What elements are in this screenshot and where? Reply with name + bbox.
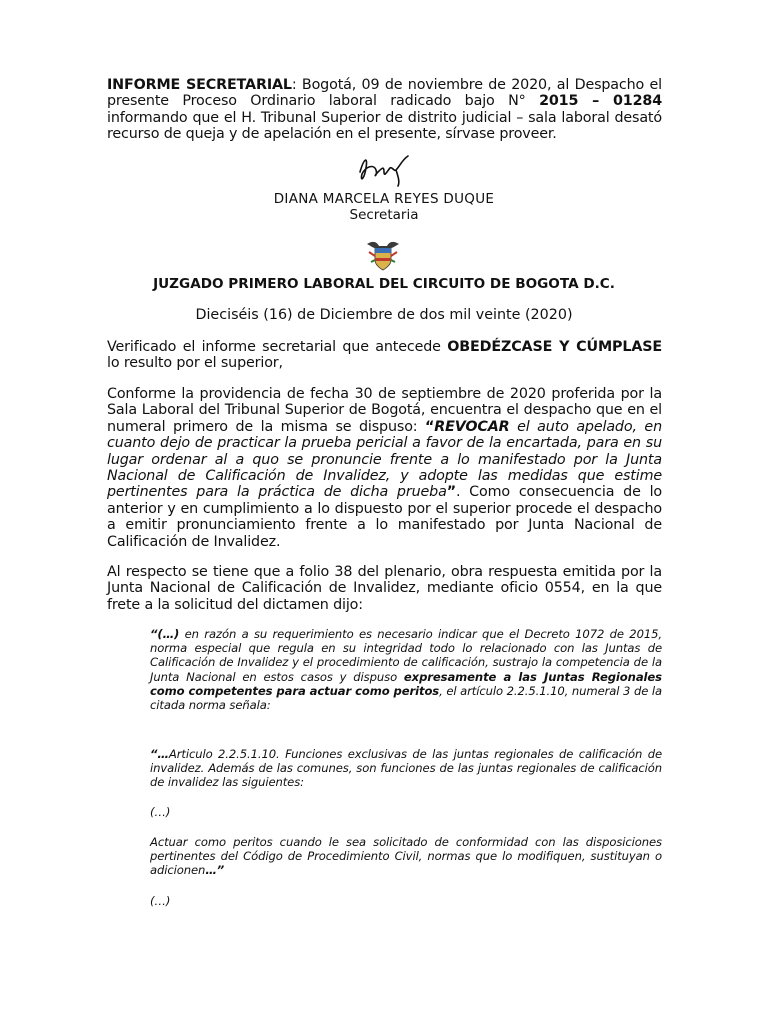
signature-image bbox=[354, 150, 414, 190]
quote-ellipsis-1: (…) bbox=[150, 805, 171, 819]
paragraph-providencia: Conforme la providencia de fecha 30 de septiembre de 2020 proferida por la Sala Laboral del Tribunal Superior de Bogotá, encuentra el despacho que en el numeral primero de la misma se dispuso: “REVOCAR el auto apelado, en cuanto dejo de practicar la prueba pericial a favor de la encartada, para en su lugar ordenar al a quo se pronuncie frente a lo manifestado por la Junta Nacional de Calificación de Invalidez, y adopte las medidas que estime pertinentes para la práctica de dicha prueba”. Como consecuencia de lo anterior y en cumplimiento a lo dispuesto por el superior procede el despacho a emitir pronunciamiento frente a lo manifestado por Junta Nacional de Calificación de Invalidez. bbox=[107, 386, 662, 550]
court-name: JUZGADO PRIMERO LABORAL DEL CIRCUITO DE BOGOTA D.C. bbox=[153, 276, 615, 292]
signatory-role: Secretaria bbox=[349, 207, 419, 223]
report-label: INFORME SECRETARIAL bbox=[107, 77, 292, 93]
case-number: 2015 – 01284 bbox=[539, 93, 662, 110]
signatory-name: DIANA MARCELA REYES DUQUE bbox=[273, 191, 495, 207]
quote-decree: “(…) en razón a su requerimiento es necesario indicar que el Decreto 1072 de 2015, norma especial que regula en su integridad todo lo relacionado con las Juntas de Calificación de Invalidez y el procedimiento de calificación, sustrajo la competencia de la Junta Nacional en estos casos y dispuso expresamente a las Juntas Regionales como competentes para actuar como peritos, el artículo 2.2.5.1.10, numeral 3 de la citada norma señala: bbox=[150, 627, 662, 713]
paragraph-verification: Verificado el informe secretarial que antecede OBEDÉZCASE Y CÚMPLASE lo resulto por el superior, bbox=[107, 339, 663, 372]
quote-ellipsis-2: (…) bbox=[150, 894, 171, 908]
court-date: Dieciséis (16) de Diciembre de dos mil veinte (2020) bbox=[195, 307, 573, 323]
secretarial-report: INFORME SECRETARIAL: Bogotá, 09 de noviembre de 2020, al Despacho el presente Proceso Ordinario laboral radicado bajo N° 2015 – 01284 informando que el H. Tribunal Superior de distrito judicial – sala laboral desató recurso de queja y de apelación en el presente, sírvase proveer. bbox=[107, 77, 662, 143]
quote-article: “…Articulo 2.2.5.1.10. Funciones exclusivas de las juntas regionales de calificación de invalidez. Además de las comunes, son funciones de las juntas regionales de calificación de invalidez las siguientes: bbox=[150, 747, 662, 790]
coat-of-arms-icon bbox=[363, 238, 403, 272]
quote-peritos: Actuar como peritos cuando le sea solicitado de conformidad con las disposiciones pertinentes del Código de Procedimiento Civil, normas que lo modifiquen, sustituyan o adicionen…” bbox=[150, 835, 662, 878]
paragraph-folio: Al respecto se tiene que a folio 38 del plenario, obra respuesta emitida por la Junta Nacional de Calificación de Invalidez, mediante oficio 0554, en la que frete a la solicitud del dictamen dijo: bbox=[107, 564, 662, 613]
